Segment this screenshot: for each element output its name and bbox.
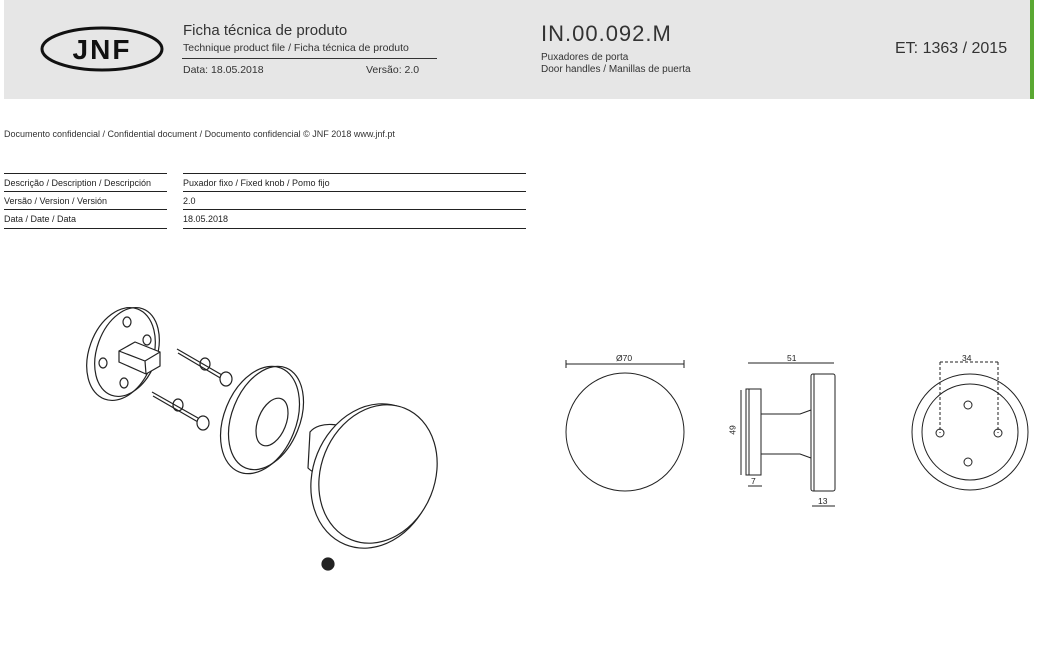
dimension-rose-thickness: 7 <box>751 476 756 486</box>
row-value: 18.05.2018 <box>183 214 229 224</box>
dimension-diameter: Ø70 <box>616 353 633 363</box>
product-category-en-es: Door handles / Manillas de puerta <box>541 64 691 75</box>
sheet-subtitle: Technique product file / Ficha técnica de produto <box>183 42 409 54</box>
back-view <box>912 362 1028 490</box>
front-view <box>566 360 684 491</box>
screw-icon <box>152 392 209 430</box>
row-label: Descrição / Description / Descripción <box>4 178 152 188</box>
sheet-version: Versão: 2.0 <box>366 64 420 76</box>
dimension-hole-spacing: 34 <box>962 353 972 363</box>
dimension-height: 49 <box>727 425 738 435</box>
row-value: 2.0 <box>183 196 196 206</box>
product-category-pt: Puxadores de porta <box>541 52 629 63</box>
et-reference: ET: 1363 / 2015 <box>895 40 1008 57</box>
sheet-title: Ficha técnica de produto <box>183 22 348 39</box>
row-value: Puxador fixo / Fixed knob / Pomo fijo <box>183 178 330 188</box>
dimension-knob-thickness: 13 <box>818 496 828 506</box>
svg-text:JNF: JNF <box>72 34 132 65</box>
screw-icon <box>177 349 232 386</box>
exploded-view <box>75 298 458 570</box>
sheet-date: Data: 18.05.2018 <box>183 64 264 76</box>
confidential-notice: Documento confidencial / Confidential document / Documento confidencial © JNF 2018 www.jnf.pt <box>4 129 395 139</box>
dimension-length: 51 <box>787 353 797 363</box>
product-code: IN.00.092.M <box>541 21 672 46</box>
row-label: Versão / Version / Versión <box>4 196 108 206</box>
row-label: Data / Date / Data <box>4 214 77 224</box>
